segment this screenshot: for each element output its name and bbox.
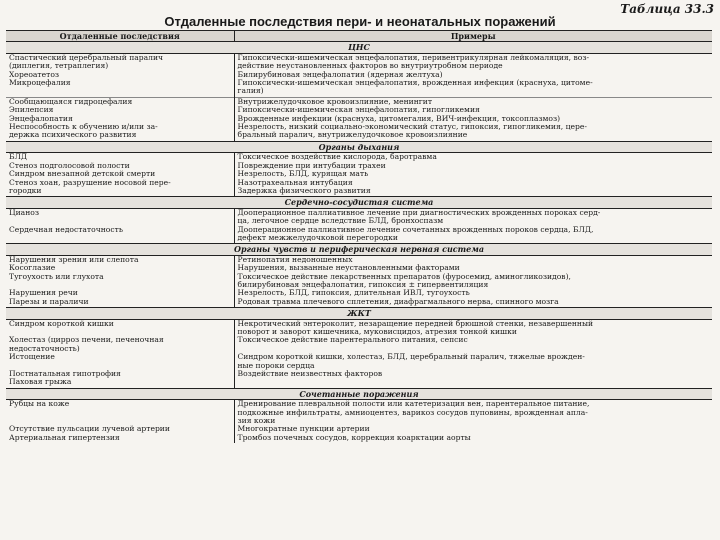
section-title: Сердечно-сосудистая система: [6, 197, 712, 208]
table-row: [6, 400, 712, 444]
cell-line: Холестаз (цирроз печени, печеночная: [9, 335, 164, 345]
section-header-row: [6, 388, 712, 399]
table-number: Таблица 33.3: [620, 2, 714, 16]
cell-line: Стеноз подголосовой полости: [9, 160, 130, 170]
table-row: [6, 97, 712, 141]
cell-line: Нарушения зрения или слепота: [9, 254, 139, 264]
cell-line: БЛД: [9, 152, 28, 162]
cell-line: Незрелость, низкий социально-экономический статус, гипоксия, гипогликемия, цере-: [237, 122, 587, 132]
consequences-table: [6, 30, 712, 443]
header-examples: Примеры: [234, 31, 712, 42]
cell-line: Стеноз хоан, разрушение носовой пере-: [9, 177, 171, 187]
cell-line: Билирубиновая энцефалопатия (ядерная желтуха): [237, 69, 443, 79]
examples-cell: [234, 255, 712, 307]
examples-cell: [234, 53, 712, 97]
cell-line: Дооперационное паллиативное лечение сочетанных врожденных пороков сердца, БЛД,: [237, 224, 594, 234]
cell-line: Токсическое действие лекарственных препаратов (фуросемид, аминогликозидов),: [237, 271, 571, 281]
section-header-row: [6, 141, 712, 152]
cell-line: Парезы и параличи: [9, 296, 89, 306]
table-row: [6, 53, 712, 97]
table-title: Отдаленные последствия пери- и неонатальных поражений: [164, 14, 556, 29]
cell-line: Гипоксически-ишемическая энцефалопатия, гипогликемия: [237, 105, 480, 115]
cell-line: Истощение: [9, 352, 55, 362]
table-row: [6, 255, 712, 307]
cell-line: Синдром внезапной детской смерти: [9, 169, 156, 179]
section-title: Органы чувств и периферическая нервная система: [6, 244, 712, 255]
examples-cell: [234, 208, 712, 244]
consequence-cell: [6, 319, 234, 388]
section-header-row: [6, 308, 712, 319]
cell-line: бральный паралич, внутрижелудочковое кровоизлияние: [237, 130, 468, 140]
examples-cell: [234, 97, 712, 141]
cell-line: Паховая грыжа: [9, 377, 72, 387]
header-row: [6, 31, 712, 42]
cell-line: Цианоз: [9, 207, 39, 217]
cell-line: Отсутствие пульсации лучевой артерии: [9, 424, 170, 434]
cell-line: Нарушения речи: [9, 288, 78, 298]
cell-line: Внутрижелудочковое кровоизлияние, менингит: [237, 96, 433, 106]
cell-line: Незрелость, БЛД, гипоксия, длительная ИВЛ, тугоухость: [237, 288, 470, 298]
cell-line: Тугоухость или глухота: [9, 271, 104, 281]
cell-line: (диплегия, тетраплегия): [9, 61, 109, 71]
table-body: [6, 42, 712, 443]
cell-line: Назотрахеальная интубация: [237, 177, 353, 187]
cell-line: держка психического развития: [9, 130, 137, 140]
table-row: [6, 319, 712, 388]
cell-line: Рубцы на коже: [9, 399, 70, 409]
cell-line: Косоглазие: [9, 263, 56, 273]
examples-cell: [234, 153, 712, 197]
cell-line: дефект межжелудочковой перегородки: [237, 232, 398, 242]
cell-line: Токсическое действие парентерального питания, сепсис: [237, 335, 468, 345]
cell-line: Эпилепсия: [9, 105, 54, 115]
cell-line: Спастический церебральный паралич: [9, 52, 164, 62]
cell-line: Постнатальная гипотрофия: [9, 369, 121, 379]
cell-line: Повреждение при интубации трахеи: [237, 160, 386, 170]
cell-line: Нарушения, вызванные неустановленными факторами: [237, 263, 460, 273]
cell-line: [9, 409, 231, 417]
cell-line: Дренирование плевральной полости или катетеризация вен, парентеральное питание,: [237, 399, 590, 409]
consequence-cell: [6, 53, 234, 97]
cell-line: Воздействие неизвестных факторов: [237, 369, 383, 379]
cell-line: Ретинопатия недоношенных: [237, 254, 353, 264]
cell-line: Дооперационное паллиативное лечение при диагностических врожденных пороках серд-: [237, 207, 601, 217]
consequence-cell: [6, 400, 234, 444]
cell-line: Микроцефалия: [9, 78, 71, 88]
cell-line: Задержка физического развития: [237, 185, 371, 195]
section-header-row: [6, 197, 712, 208]
cell-line: Некротический энтероколит, незаращение передней брюшной стенки, незавершенный: [237, 318, 594, 328]
consequence-cell: [6, 208, 234, 244]
section-title: Органы дыхания: [6, 141, 712, 152]
cell-line: [238, 378, 710, 386]
cell-line: Синдром короткой кишки: [9, 318, 114, 328]
consequence-cell: [6, 97, 234, 141]
cell-line: действие неустановленных факторов во внутриутробном периоде: [237, 61, 503, 71]
section-title: ЖКТ: [6, 308, 712, 319]
cell-line: недостаточность): [9, 343, 80, 353]
cell-line: городки: [9, 185, 42, 195]
examples-cell: [234, 319, 712, 388]
header-consequences: Отдаленные последствия: [6, 31, 234, 42]
cell-line: Сердечная недостаточность: [9, 224, 123, 234]
cell-line: Врожденные инфекции (краснуха, цитомегалия, ВИЧ-инфекция, токсоплазмоз): [237, 113, 561, 123]
cell-line: ца, легочное сердце вследствие БЛД, бронхоспазм: [237, 216, 444, 226]
cell-line: Незрелость, БЛД, курящая мать: [237, 169, 369, 179]
cell-line: Токсическое воздействие кислорода, баротравма: [237, 152, 437, 162]
consequence-cell: [6, 153, 234, 197]
cell-line: поворот и заворот кишечника, муковисцидоз, атрезия тонкой кишки: [237, 327, 517, 336]
table-row: [6, 153, 712, 197]
section-title: Сочетанные поражения: [6, 388, 712, 399]
cell-line: билирубиновая энцефалопатия, гипоксия ± гипервентиляция: [237, 279, 489, 289]
cell-line: Хореоатетоз: [9, 69, 60, 79]
cell-line: Гипоксически-ишемическая энцефалопатия, перивентрикулярная лейкомаляция, воз-: [237, 52, 590, 62]
examples-cell: [234, 400, 712, 444]
cell-line: зия кожи: [237, 416, 276, 426]
cell-line: Сообщающаяся гидроцефалия: [9, 96, 133, 106]
cell-line: Синдром короткой кишки, холестаз, БЛД, церебральный паралич, тяжелые врожден-: [237, 352, 585, 362]
cell-line: Неспособность к обучению и/или за-: [9, 122, 158, 132]
section-header-row: [6, 42, 712, 53]
cell-line: Тромбоз почечных сосудов, коррекция коарктации аорты: [237, 432, 471, 442]
cell-line: Родовая травма плечевого сплетения, диафрагмального нерва, спинного мозга: [237, 296, 559, 306]
section-title: ЦНС: [6, 42, 712, 53]
cell-line: Артериальная гипертензия: [9, 432, 120, 442]
consequence-cell: [6, 255, 234, 307]
table-row: [6, 208, 712, 244]
cell-line: подкожные инфильтраты, амниоцентез, варикоз сосудов пуповины, врожденная апла-: [237, 407, 588, 417]
cell-line: Энцефалопатия: [9, 113, 73, 123]
cell-line: Гипоксически-ишемическая энцефалопатия, врожденная инфекция (краснуха, цитоме-: [237, 78, 593, 88]
section-header-row: [6, 244, 712, 255]
cell-line: галия): [237, 86, 264, 96]
cell-line: ные пороки сердца: [237, 360, 315, 370]
cell-line: Многократные пункции артерии: [237, 424, 370, 434]
